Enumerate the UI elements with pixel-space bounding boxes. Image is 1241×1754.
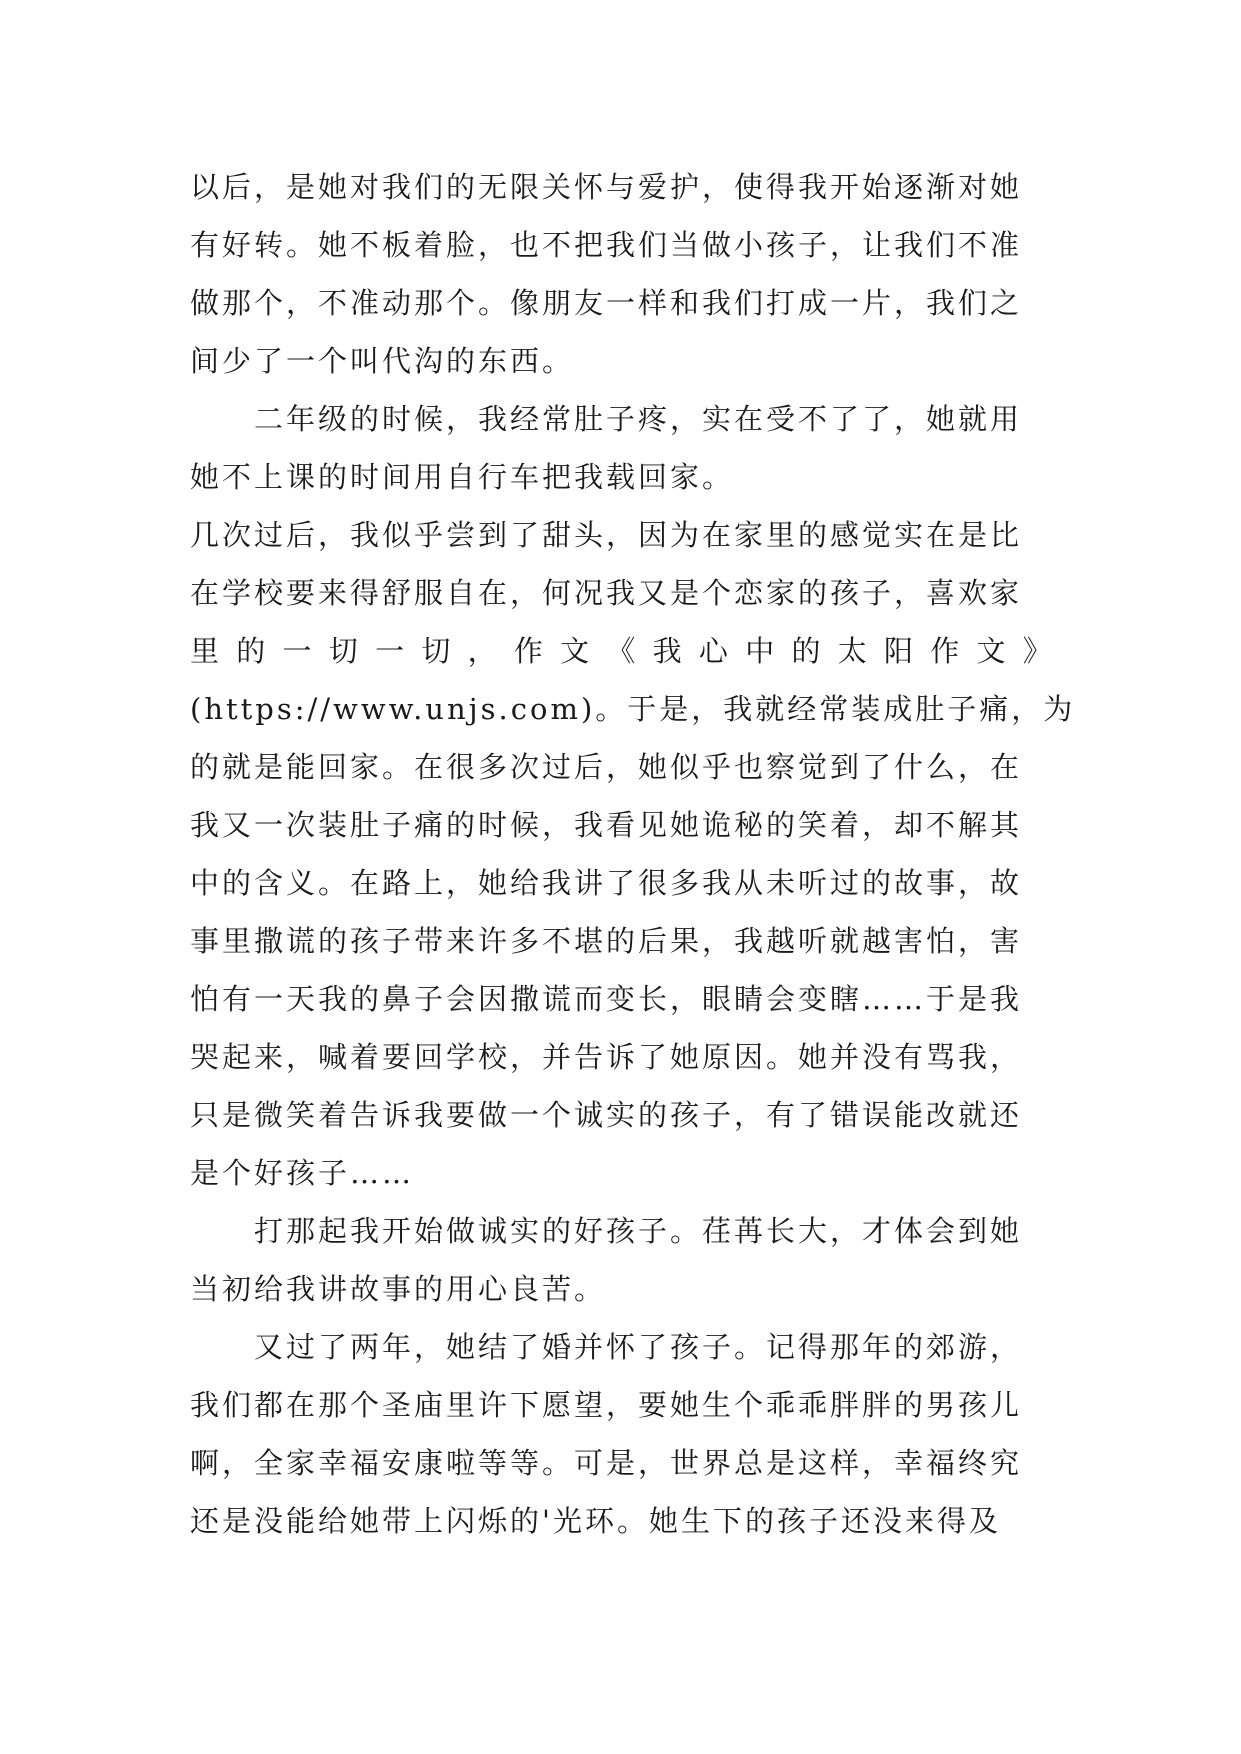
- justified-char: 的: [791, 634, 821, 668]
- text-line: 当初给我讲故事的用心良苦。: [190, 1272, 607, 1306]
- paragraph-start-line: 打那起我开始做诚实的好孩子。荏苒长大，才体会到她: [254, 1214, 1023, 1248]
- text-line: 的就是能回家。在很多次过后，她似乎也察觉到了什么，在: [190, 750, 1023, 784]
- justified-char: 一: [282, 634, 312, 668]
- justified-char: 一: [375, 634, 405, 668]
- body-text: [190, 158, 1076, 1550]
- justified-char: 作: [930, 634, 960, 668]
- text-line: 在学校要来得舒服自在，何况我又是个恋家的孩子，喜欢家: [190, 576, 1023, 610]
- justified-char: ，: [467, 634, 497, 668]
- text-line: 中的含义。在路上，她给我讲了很多我从未听过的故事，故: [190, 866, 1023, 900]
- text-line: 还是没能给她带上闪烁的'光环。她生下的孩子还没来得及: [190, 1504, 1001, 1538]
- justified-char: 我: [652, 634, 682, 668]
- justified-line: [190, 622, 1052, 680]
- text-line: 几次过后，我似乎尝到了甜头，因为在家里的感觉实在是比: [190, 518, 1023, 552]
- text-line: (https://www.unjs.com)。于是，我就经常装成肚子痛，为: [190, 692, 1076, 726]
- justified-char: 》: [1022, 634, 1052, 668]
- text-line: 只是微笑着告诉我要做一个诚实的孩子，有了错误能改就还: [190, 1098, 1023, 1132]
- justified-char: 心: [698, 634, 728, 668]
- justified-char: 文: [976, 634, 1006, 668]
- text-line: 有好转。她不板着脸，也不把我们当做小孩子，让我们不准: [190, 228, 1023, 262]
- text-line: 事里撒谎的孩子带来许多不堪的后果，我越听就越害怕，害: [190, 924, 1023, 958]
- justified-char: 《: [606, 634, 636, 668]
- text-line: 是个好孩子……: [190, 1156, 415, 1190]
- text-line: 哭起来，喊着要回学校，并告诉了她原因。她并没有骂我，: [190, 1040, 1023, 1074]
- justified-char: 作: [513, 634, 543, 668]
- text-line: 怕有一天我的鼻子会因撒谎而变长，眼睛会变瞎……于是我: [190, 982, 1023, 1016]
- text-line: 我又一次装肚子痛的时候，我看见她诡秘的笑着，却不解其: [190, 808, 1023, 842]
- justified-char: 里: [190, 634, 220, 668]
- justified-char: 切: [328, 634, 358, 668]
- justified-char: 切: [421, 634, 451, 668]
- text-line: 间少了一个叫代沟的东西。: [190, 344, 575, 378]
- justified-char: 中: [745, 634, 775, 668]
- text-line: 我们都在那个圣庙里许下愿望，要她生个乖乖胖胖的男孩儿: [190, 1388, 1023, 1422]
- text-line: 她不上课的时间用自行车把我载回家。: [190, 460, 735, 494]
- paragraph-start-line: 二年级的时候，我经常肚子疼，实在受不了了，她就用: [254, 402, 1023, 436]
- justified-char: 太: [837, 634, 867, 668]
- paragraph-start-line: 又过了两年，她结了婚并怀了孩子。记得那年的郊游，: [254, 1330, 1023, 1364]
- text-line: 以后，是她对我们的无限关怀与爱护，使得我开始逐渐对她: [190, 170, 1023, 204]
- justified-char: 文: [560, 634, 590, 668]
- text-line: 啊，全家幸福安康啦等等。可是，世界总是这样，幸福终究: [190, 1446, 1023, 1480]
- text-line: 做那个，不准动那个。像朋友一样和我们打成一片，我们之: [190, 286, 1023, 320]
- justified-char: 的: [236, 634, 266, 668]
- justified-char: 阳: [883, 634, 913, 668]
